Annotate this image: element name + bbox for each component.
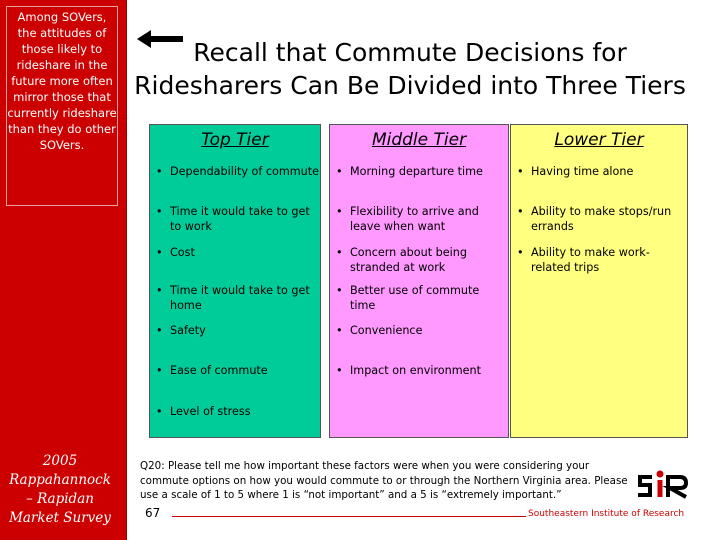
title-line-2: Ridesharers Can Be Divided into Three Tiers — [134, 71, 686, 100]
list-item: • Cost — [156, 246, 195, 259]
survey-name — [0, 452, 120, 528]
list-item: • Convenience — [336, 324, 423, 337]
list-item: • Safety — [156, 324, 206, 337]
list-item: • Concern about being stranded at work — [336, 246, 467, 274]
sidebar — [0, 0, 127, 540]
survey-line-2: Rappahannock — [9, 472, 111, 488]
lower-tier-header: Lower Tier — [554, 130, 644, 150]
survey-question: Q20: Please tell me how important these factors were when you were considering your commute options on how you would commute to or through the Northern Virginia area. Please use a scale of 1 to 5 where 1 is “not important” and a 5 is “extremely important.” — [140, 460, 628, 501]
sir-logo — [636, 469, 694, 503]
list-item: • Ability to make stops/run errands — [517, 205, 672, 233]
footer-divider — [172, 516, 526, 517]
list-item: • Ability to make work-related trips — [517, 246, 650, 274]
page-number: 67 — [145, 506, 161, 520]
survey-line-4: Market Survey — [9, 510, 111, 526]
list-item: • Impact on environment — [336, 364, 481, 377]
list-item: • Ease of commute — [156, 364, 268, 377]
page-title — [130, 36, 690, 102]
list-item: • Flexibility to arrive and leave when want — [336, 205, 479, 233]
list-item: • Morning departure time — [336, 165, 483, 178]
organization-name: Southeastern Institute of Research — [528, 509, 685, 519]
list-item: • Time it would take to get home — [156, 284, 310, 312]
title-line-1: Recall that Commute Decisions for — [193, 38, 627, 67]
list-item: • Having time alone — [517, 165, 634, 178]
list-item: • Time it would take to get to work — [156, 205, 310, 233]
list-item: • Dependability of commute — [156, 165, 320, 178]
list-item: • Better use of commute time — [336, 284, 480, 312]
survey-line-1: 2005 — [42, 453, 78, 469]
sidebar-note: Among SOVers, the attitudes of those likely to rideshare in the future more often mirror those that currently rideshare than they do other SOVers. — [6, 6, 118, 206]
survey-line-3: – Rapidan — [26, 491, 94, 507]
top-tier-header: Top Tier — [201, 130, 269, 150]
list-item: • Level of stress — [156, 405, 251, 418]
middle-tier-header: Middle Tier — [371, 130, 467, 150]
